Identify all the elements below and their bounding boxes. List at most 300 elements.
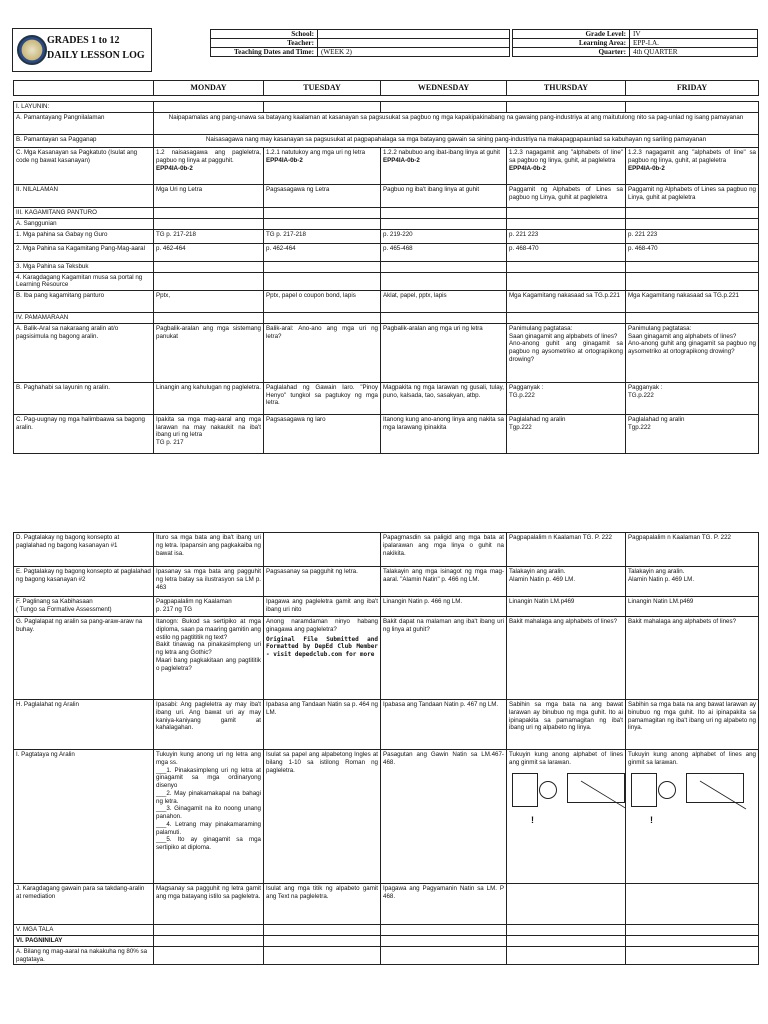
day-cell [381,323,507,382]
school-value [318,30,510,39]
day-cell [381,313,507,324]
cell-text: H. Paglalahat ng Aralin [16,701,79,708]
lesson-row [14,243,759,261]
figure-lines [509,771,626,831]
cell-text: p. 462-464 [266,244,296,252]
lesson-row [14,272,759,291]
day-cell [264,291,381,313]
day-cell [154,313,264,324]
row-label [14,597,154,617]
cell-text: Linangin ang kahulugan ng pagleletra. [156,383,261,391]
day-cell [626,323,759,382]
competency-code: EPP4IA-0b-2 [628,164,665,172]
day-cell [264,567,381,597]
lesson-row [14,533,759,567]
school-label: School: [211,30,318,39]
competency-code: EPP4IA-0b-2 [156,164,193,172]
cell-text: Balik-aral: Ano-ano ang mga uri ng letra? [266,324,378,340]
grade-label: Grade Level: [513,30,630,39]
cell-text: 1.2.3 nagagamit ang "alphabets of line" sa pagbuo ng linya, guhit, at pagleletra [509,149,623,164]
cell-text: Mga Kagamitang nakasaad sa TG.p.221 [628,292,739,299]
cell-text: Anong naramdaman ninyo habang ginagawa ang pagleletra? [266,618,378,633]
day-cell [381,291,507,313]
row-label [14,243,154,261]
cell-text: p. 465-468 [383,244,413,252]
day-cell [381,218,507,229]
cell-text: Magpakita ng mga larawan ng gusali, tulay, puno, kalsada, tao, sasakyan, atbp. [383,383,504,399]
day-cell [264,414,381,453]
day-cell [154,597,264,617]
cell-text: Bakit dapat na malaman ang iba't ibang uri ng linya at guhit? [383,618,504,633]
day-cell [381,617,507,700]
day-cell [381,567,507,597]
lesson-row [14,148,759,185]
cell-text: TG p. 217-218 [156,230,196,238]
day-cell [154,291,264,313]
day-cell [507,700,626,750]
cell-text: Naipapamalas ang pang-unawa sa batayang kaalaman at kasanayan sa pagsusukat sa pagbuo ng mga kapakipakinabang na gawaing pang-industriya at ang maitutulong nito sa pag-unlad ng isang pamayanan [168,114,744,121]
day-header-row [13,80,759,96]
cell-text: Pagbalik-aralan ang mga uri ng letra [383,324,483,332]
grades-title: GRADES 1 to 12 [47,35,120,46]
teacher-label: Teacher: [211,39,318,48]
row-label [14,261,154,272]
day-cell [154,382,264,414]
day-cell [154,272,264,291]
day-cell [264,533,381,567]
lesson-row [14,936,759,947]
day-cell [381,533,507,567]
day-thursday: THURSDAY [507,81,626,96]
day-cell [507,102,626,113]
header-logo-box [12,28,152,72]
row-label [14,185,154,208]
lesson-row [14,135,759,148]
day-cell [264,323,381,382]
cell-text: Ituro sa mga bata ang iba't ibang uri ng letra. Ipapansin ang pagkakaiba ng bawat isa. [156,534,261,557]
row-label [14,533,154,567]
day-cell [381,208,507,219]
day-cell [626,261,759,272]
cell-text: A. Bilang ng mag-aaral na nakakuha ng 80% sa pagtataya. [16,947,148,963]
lesson-table-part1 [13,101,759,454]
day-cell [264,936,381,947]
day-cell [154,102,264,113]
cell-text: 3. Mga Pahina sa Teksbuk [16,262,89,270]
cell-text: I. LAYUNIN: [16,103,50,110]
cell-text: Bakit mahalaga ang alphabets of lines? [628,618,737,625]
cell-text: 1. Mga pahina sa Gabay ng Guro [16,230,108,238]
day-cell [507,946,626,965]
quarter-value: 4th QUARTER [630,48,758,57]
day-tuesday: TUESDAY [264,81,381,96]
quarter-label: Quarter: [513,48,630,57]
span-cell [154,113,759,135]
day-cell [381,597,507,617]
cell-text: Magsanay sa pagguhit ng letra gamit ang mga batayang istilo sa pagleletra. [156,885,261,900]
cell-text: TG p. 217-218 [266,230,306,238]
cell-text: III. KAGAMITANG PANTURO [16,209,97,216]
day-cell [154,567,264,597]
day-cell [626,218,759,229]
figure-mark: ! [650,814,653,825]
cell-text: Itanogn: Bukod sa sertipiko at mga diploma, saan pa maaring gamitin ang estilo ng pagtititik ng text? Bakit tinawag na pinakasimpleng uri ng letra ang Gothic? Maari bang pagkakitaan ang pagtititik o pagleletra? [156,618,261,672]
cell-text: Ipabasa ang Tandaan Natin p. 467 ng LM. [383,701,499,708]
day-cell [381,925,507,936]
row-label [14,936,154,947]
cell-text: 1.2.3 nagagamit ang "alphabets of line" sa pagbuo ng linya, guhit, at pagleletra [628,149,756,164]
day-cell [507,382,626,414]
day-cell [507,597,626,617]
day-cell [264,884,381,925]
cell-text: Naisasagawa nang may kasanayan sa pagsusukat at pagpapahalaga sa mga batayang gawain sa sining pang-industriya na makapagpapaunlad sa kabuhayan ng sariling pamayanan [205,136,707,143]
span-cell [154,135,759,148]
day-cell [626,533,759,567]
cell-text: 4. Karagdagang Kagamitan musa sa portal ng Learning Resource [16,273,143,289]
cell-text: Linangin Natin LM.p469 [628,598,694,605]
day-cell [381,700,507,750]
day-cell [154,243,264,261]
cell-text: A. Balik-Aral sa nakaraang aralin at/o pagsisimula ng bagong aralin. [16,324,119,340]
day-cell [154,414,264,453]
lesson-row [14,113,759,135]
day-cell [507,414,626,453]
day-cell [626,229,759,243]
day-cell [154,148,264,185]
day-cell [507,272,626,291]
day-cell [507,567,626,597]
cell-text: Isulat ang mga titik ng alpabeto gamit ang Text na pagleletra. [266,885,378,900]
row-label [14,113,154,135]
figure-diagonal-line [700,781,746,809]
day-cell [507,243,626,261]
day-cell [264,313,381,324]
cell-text: Panimulang pagtatasa: Saan ginagamit ang alpbabets of lines? Ano-anong guhit ang ginagamit sa pagbuo ng aysometriko at ortograpikong drowing? [509,324,623,363]
day-cell [154,617,264,700]
cell-text: Pagsasagawa ng Letra [266,186,330,193]
row-label [14,229,154,243]
day-cell [507,261,626,272]
day-cell [264,218,381,229]
competency-code: EPP4IA-0b-2 [266,156,303,164]
row-label [14,291,154,313]
cell-text: Pagbuo ng iba't ibang linya at guhit [383,186,480,193]
day-cell [507,936,626,947]
cell-text: D. Pagtalakay ng bagong konsepto at paglalahad ng bagong kasanayan #1 [16,534,120,549]
cell-text: Ipasanay sa mga bata ang pagguhit ng letra batay sa ilustrasyon sa LM p. 463 [156,568,261,591]
row-label [14,750,154,884]
day-cell [381,243,507,261]
day-cell [154,185,264,208]
day-cell [264,243,381,261]
cell-text: Paggamit ng Alphabets of Lines sa pagbuo ng Linya, guhit at pagleletra [628,186,756,201]
day-cell [381,148,507,185]
lesson-row [14,185,759,208]
day-cell [264,102,381,113]
day-cell [381,102,507,113]
lesson-row [14,229,759,243]
day-cell [507,533,626,567]
day-cell [154,750,264,884]
lesson-row [14,750,759,884]
day-cell [264,208,381,219]
day-cell [264,925,381,936]
cell-text: Pagsasagawa ng laro [266,415,326,423]
day-cell [626,208,759,219]
day-cell [626,597,759,617]
day-cell [154,261,264,272]
row-label [14,272,154,291]
lesson-row [14,946,759,965]
competency-code: EPP4IA-0b-2 [509,164,546,172]
row-label [14,208,154,219]
day-cell [264,229,381,243]
cell-text: 2. Mga Pahina sa Kagamitang Pang-Mag-aaral [16,244,145,252]
header-info-right [512,29,758,57]
day-cell [154,229,264,243]
row-label [14,567,154,597]
day-cell [507,218,626,229]
blank-corner [14,81,154,96]
day-cell [381,261,507,272]
lesson-row [14,617,759,700]
day-cell [626,313,759,324]
day-cell [626,567,759,597]
day-cell [154,208,264,219]
day-cell [154,936,264,947]
day-cell [264,185,381,208]
day-cell [626,700,759,750]
cell-text: Pagpapalalim n Kaalaman TG. P. 222 [628,534,731,541]
day-cell [626,243,759,261]
cell-text: Paggamit ng Alphabets of Lines sa pagbuo ng Linya, guhit at pagleletra [509,186,623,201]
cell-text: 1.2.2 nabubuo ang ibat-ibang linya at guhit [383,149,500,156]
day-cell [264,750,381,884]
row-label [14,414,154,453]
day-cell [381,936,507,947]
day-cell [381,272,507,291]
alphabet-of-lines-figure [628,771,756,831]
cell-text: Pptx, [156,292,171,299]
day-cell [507,313,626,324]
dates-label: Teaching Dates and Time: [211,48,318,57]
cell-text: Tukuyin kung anong alphabet of lines ang ginmit sa larawan. [628,751,756,766]
day-cell [626,185,759,208]
day-friday: FRIDAY [626,81,759,96]
cell-text: Mga Uri ng Letra [156,186,203,193]
teacher-value [318,39,510,48]
day-cell [507,291,626,313]
day-cell [626,272,759,291]
cell-text: p. 468-470 [509,244,539,252]
day-cell [264,597,381,617]
day-cell [626,148,759,185]
day-cell [154,884,264,925]
lesson-row [14,700,759,750]
area-value: EPP-I.A. [630,39,758,48]
day-cell [381,185,507,208]
day-cell [264,700,381,750]
day-cell [381,884,507,925]
row-label [14,135,154,148]
day-cell [264,617,381,700]
cell-text: Pagbalik-aralan ang mga sistemang panukat [156,324,261,340]
day-cell [626,414,759,453]
cell-text: Paglalahad ng aralin Tgp.222 [509,415,566,431]
lesson-row [14,884,759,925]
cell-text: V. MGA TALA [16,926,54,933]
cell-text: Sabihin sa mga bata na ang bawat larawan ay binubuo ng mga guhit. Ito ai ipinapakita sa pamamagitan ng iba't ibang uri ng alpabeto ng linya. [628,701,756,732]
day-cell [264,261,381,272]
lesson-row [14,261,759,272]
day-cell [507,229,626,243]
cell-text: B. Pamantayan sa Pagganap [16,136,97,143]
competency-code: EPP4IA-0b-2 [383,156,420,164]
cell-text: Isulat sa papel ang alpabetong Ingles at bilang 1-10 sa istilong Roman ng pagleletra. [266,751,378,774]
cell-text: Linangin Natin p. 466 ng LM. [383,598,463,605]
day-cell [154,700,264,750]
cell-text: Linangin Natin LM.p469 [509,598,575,605]
lesson-row [14,102,759,113]
day-cell [154,925,264,936]
row-label [14,218,154,229]
day-cell [154,946,264,965]
figure-lines [628,771,748,831]
day-cell [507,323,626,382]
watermark-text: Original File Submitted and Formatted by DepEd Club Member - visit depedclub.com for more [266,635,378,658]
cell-text: IV. PAMAMARAAN [16,314,69,321]
day-cell [626,884,759,925]
cell-text: Pagsasanay sa pagguhit ng letra. [266,568,358,575]
day-cell [507,925,626,936]
cell-text: Talakayin ang aralin. Alamin Natin p. 469 LM. [509,568,576,583]
deped-seal-icon [17,35,47,65]
cell-text: Paglalahad ng aralin Tgp.222 [628,415,685,431]
cell-text: B. Paghahabi sa layunin ng aralin. [16,383,110,391]
lesson-row [14,567,759,597]
day-cell [626,291,759,313]
day-cell [264,382,381,414]
day-cell [381,946,507,965]
header-info-left [210,29,510,57]
row-label [14,925,154,936]
row-label [14,700,154,750]
figure-mark: ! [531,814,534,825]
cell-text: 1.2 naisasagawa ang pagleletra, pagbuo ng linya at pagguhit. [156,149,261,164]
day-cell [264,148,381,185]
lesson-row [14,414,759,453]
cell-text: Ipabasa ang Tandaan Natin sa p. 464 ng LM. [266,701,378,716]
cell-text: Tukuyin kung anong alphabet of lines ang ginmit sa larawan. [509,751,623,766]
lesson-row [14,925,759,936]
lesson-row [14,597,759,617]
cell-text: Pagganyak : TG.p.222 [509,383,544,399]
day-cell [626,102,759,113]
cell-text: II. NILALAMAN [16,186,58,193]
lesson-row [14,313,759,324]
lesson-row [14,382,759,414]
row-label [14,617,154,700]
cell-text: Pasagutan ang Gawin Natin sa LM.467-468. [383,751,504,766]
cell-text: p. 219-220 [383,230,413,238]
day-cell [154,533,264,567]
day-cell [507,750,626,884]
cell-text: VI. PAGNINILAY [16,937,63,944]
cell-text: p. 221 223 [509,230,539,238]
day-cell [507,884,626,925]
cell-text: Pptx, papel o coupon bond, lapis [266,292,356,299]
cell-text: Aklat, papel, pptx, lapis [383,292,447,299]
lesson-table-part2 [13,532,759,965]
cell-text: C. Pag-uugnay ng mga halimbaawa sa bagong aralin. [16,415,145,431]
dates-value: (WEEK 2) [318,48,510,57]
lesson-row [14,208,759,219]
day-cell [507,148,626,185]
day-monday: MONDAY [154,81,264,96]
cell-text: Talakayin ang mga isinagot ng mga mag-aaral. "Alamin Natin" p. 466 ng LM. [383,568,504,583]
cell-text: Talakayin ang aralin. Alamin Natin p. 469 LM. [628,568,695,583]
cell-text: Pagpapalalim ng Kaalaman p. 217 ng TG [156,598,232,613]
row-label [14,323,154,382]
day-cell [626,936,759,947]
cell-text: 1.2.1 natutukoy ang mga uri ng letra [266,149,366,156]
cell-text: Itanong kung ano-anong linya ang nakita sa mga larawang ipinakita [383,415,504,431]
day-cell [507,617,626,700]
cell-text: Papagmasdin sa paligid ang mga bata at ipalarawan ang mga linya o guhit na nakikita. [383,534,504,557]
cell-text: B. Iba pang kagamitang panturo [16,292,105,299]
cell-text: I. Pagtataya ng Aralin [16,751,75,758]
row-label [14,148,154,185]
area-label: Learning Area: [513,39,630,48]
lesson-row [14,323,759,382]
day-cell [154,218,264,229]
cell-text: Bakit mahalaga ang alphabets of lines? [509,618,618,625]
cell-text: Mga Kagamitang nakasaad sa TG.p.221 [509,292,620,299]
row-label [14,884,154,925]
figure-diagonal-line [581,781,626,809]
day-wednesday: WEDNESDAY [381,81,507,96]
cell-text: p. 462-464 [156,244,186,252]
cell-text: Panimulang pagtatasa: Saan ginagamit ang alphabets of lines? Ano-anong guhit ang ginagamit sa pagbuo ng aysometriko at ortograpikong drowing? [628,324,756,355]
day-cell [381,414,507,453]
cell-text: Ipagawa ang pagleletra gamit ang iba't ibang uri nito [266,598,378,613]
day-cell [381,750,507,884]
cell-text: A. Pamantayang Pangnilalaman [16,114,105,121]
cell-text: Pagpapalalim n Kaalaman TG. P. 222 [509,534,612,541]
row-label [14,946,154,965]
grade-value: IV [630,30,758,39]
day-cell [381,229,507,243]
day-cell [626,617,759,700]
cell-text: Ipasabi: Ang pagleletra ay may iba't ibang uri. Ang bawat uri ay may kaniya-kaniyang gamit at kahalagahan. [156,701,261,732]
day-cell [626,925,759,936]
day-cell [264,272,381,291]
cell-text: Paglalahad ng Gawain Iaro. "Pinoy Henyo" tungkol sa pagtukoy ng mga letra. [266,383,378,407]
cell-text: J. Karagdagang gawain para sa takdang-aralin at remediation [16,885,145,900]
cell-text: p. 468-470 [628,244,658,252]
row-label [14,313,154,324]
alphabet-of-lines-figure [509,771,623,831]
cell-text: F. Paglinang sa Kabihasaan ( Tungo sa Formative Assessment) [16,598,112,613]
cell-text: E. Pagtalakay ng bagong konsepto at paglalahad ng bagong kasanayan #2 [16,568,151,583]
cell-text: Ipagawa ang Pagyamanin Natin sa LM. P 468. [383,885,504,900]
cell-text: G. Paglalapat ng aralin sa pang-araw-araw na buhay. [16,618,143,633]
day-cell [264,946,381,965]
day-cell [507,185,626,208]
day-cell [507,208,626,219]
lesson-row [14,218,759,229]
cell-text: C. Mga Kasanayan sa Pagkatuto (Isulat ang code ng bawat kasanayan) [16,149,138,164]
